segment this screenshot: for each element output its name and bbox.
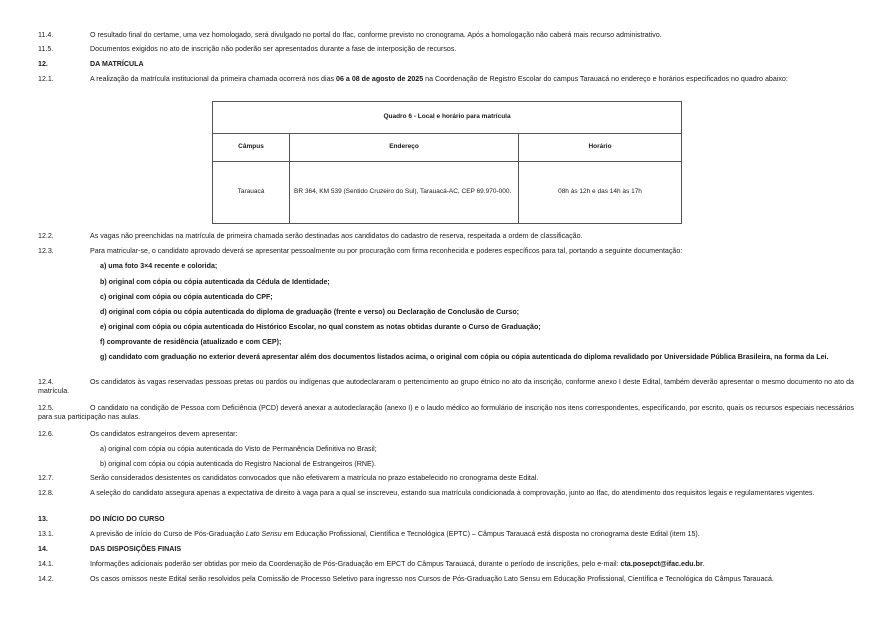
item-number: 12.6. <box>38 430 54 438</box>
section-number: 12. <box>38 60 48 68</box>
item-12-6 <box>38 430 854 439</box>
item-12-1 <box>38 75 854 84</box>
table-cell-campus: Tarauacá <box>213 162 290 224</box>
item-number: 11.5. <box>38 45 54 53</box>
item-12-3 <box>38 247 854 256</box>
item-13-1 <box>38 530 854 539</box>
enrollment-dates: 06 a 08 de agosto de 2025 <box>336 75 424 83</box>
section-13-heading <box>38 515 854 524</box>
item-text-start: Informações adicionais poderão ser obtidas por meio da Coordenação de Pós-Graduação em EPCT do Câmpus Tarauacá, durante o período de inscrições, pelo e-mail: <box>90 560 621 568</box>
item-text: Os casos omissos neste Edital serão resolvidos pela Comissão de Processo Seletivo para ingresso nos Cursos de Pós-Graduação Lato Sensu em Educação Profissional, Científica e Tecnológica do Câmpus Tarauacá. <box>90 575 774 583</box>
item-number: 14.1. <box>38 560 54 568</box>
table-caption: Quadro 6 - Local e horário para matrícula <box>213 102 682 134</box>
doc-item-b: b) original com cópia ou cópia autenticada da Cédula de Identidade; <box>100 278 330 286</box>
item-text <box>38 560 854 569</box>
item-number: 12.2. <box>38 232 54 240</box>
table-cell-address: BR 364, KM 539 (Sentido Cruzeiro do Sul), Tarauacá-AC, CEP 69.970-000. <box>290 162 519 224</box>
item-12-2 <box>38 232 854 241</box>
item-12-7 <box>38 474 854 483</box>
item-14-2 <box>38 575 854 584</box>
contact-email: cta.posepct@ifac.edu.br <box>620 560 703 568</box>
item-12-5 <box>38 404 854 423</box>
table-header-address: Endereço <box>290 134 519 162</box>
item-11-5 <box>38 45 854 54</box>
item-text: Serão considerados desistentes os candidatos convocados que não efetivarem a matrícula no prazo estabelecido no cronograma deste Edital. <box>90 474 539 482</box>
item-text: O resultado final do certame, uma vez homologado, será divulgado no portal do Ifac, conforme previsto no cronograma. Após a homologação não caberá mais recurso administrativo. <box>90 31 662 39</box>
lato-sensu-italic: Lato Sensu <box>245 530 282 538</box>
doc-item-c: c) original com cópia ou cópia autenticada do CPF; <box>100 293 273 301</box>
item-text: O candidato na condição de Pessoa com Deficiência (PCD) deverá anexar a autodeclaração (anexo I) e o laudo médico ao formulário de inscrição nos itens correspondentes, especificando, por escrito, quais os recursos especiais necessários para sua participação nas aulas. <box>38 404 854 422</box>
doc-item-e: e) original com cópia ou cópia autenticada do Histórico Escolar, no qual constem as notas obtidas durante o Curso de Graduação; <box>100 323 541 331</box>
section-12-heading <box>38 60 854 69</box>
table-header-campus: Câmpus <box>213 134 290 162</box>
item-text-end: em Educação Profissional, Científica e Tecnológica (EPTC) – Câmpus Tarauacá está disposta no cronograma deste Edital (item 15). <box>281 530 700 538</box>
item-text <box>38 530 854 539</box>
section-title: DAS DISPOSIÇÕES FINAIS <box>90 545 182 553</box>
item-text: Documentos exigidos no ato de inscrição não poderão ser apresentados durante a fase de interposição de recursos. <box>90 45 457 53</box>
section-number: 13. <box>38 515 48 523</box>
section-title: DA MATRÍCULA <box>90 60 144 68</box>
foreign-doc-item-a: a) original com cópia ou cópia autenticada do Visto de Permanência Definitiva no Brasil; <box>100 445 377 453</box>
item-12-8 <box>38 489 854 498</box>
foreign-doc-item-b: b) original com cópia ou cópia autenticada do Registro Nacional de Estrangeiros (RNE). <box>100 460 377 468</box>
item-number: 12.4. <box>38 378 54 386</box>
section-14-heading <box>38 545 854 554</box>
item-number: 12.8. <box>38 489 54 497</box>
item-number: 12.1. <box>38 75 54 83</box>
item-14-1 <box>38 560 854 569</box>
doc-item-d: d) original com cópia ou cópia autenticada do diploma de graduação (frente e verso) ou Declaração de Conclusão de Curso; <box>100 308 520 316</box>
item-text: Os candidatos às vagas reservadas pessoas pretas ou pardos ou indígenas que autodeclararam o pertencimento ao grupo étnico no ato da inscrição, conforme anexo I deste Edital, também deverão apresentar o mesmo documento no ato da matrícula. <box>38 378 854 396</box>
table-cell-hours: 08h às 12h e das 14h às 17h <box>519 162 682 224</box>
item-number: 13.1. <box>38 530 54 538</box>
item-text-start: A realização da matrícula institucional da primeira chamada ocorrerá nos dias <box>90 75 337 83</box>
doc-item-f: f) comprovante de residência (atualizado e com CEP); <box>100 338 282 346</box>
item-number: 11.4. <box>38 31 54 39</box>
item-number: 12.5. <box>38 404 54 412</box>
section-number: 14. <box>38 545 48 553</box>
item-text: A seleção do candidato assegura apenas a expectativa de direito à vaga para a qual se inscreveu, estando sua matrícula condicionada à comprovação, junto ao Ifac, do atendimento dos requisitos legais e regulamentares vigentes. <box>90 489 815 497</box>
item-text: As vagas não preenchidas na matrícula de primeira chamada serão destinadas aos candidatos do cadastro de reserva, respeitada a ordem de classificação. <box>90 232 583 240</box>
doc-item-a: a) uma foto 3×4 recente e colorida; <box>100 262 218 270</box>
item-number: 12.3. <box>38 247 54 255</box>
item-number: 12.7. <box>38 474 54 482</box>
item-11-4 <box>38 31 854 40</box>
section-title: DO INÍCIO DO CURSO <box>90 515 165 523</box>
item-text: Os candidatos estrangeiros devem apresentar: <box>90 430 238 438</box>
item-text-end: na Coordenação de Registro Escolar do campus Tarauacá no endereço e horários especificados no quadro abaixo: <box>423 75 788 83</box>
table-header-hours: Horário <box>519 134 682 162</box>
item-text: Para matricular-se, o candidato aprovado deverá se apresentar pessoalmente ou por procuração com firma reconhecida e poderes específicos para tal, portando a seguinte documentação: <box>90 247 683 255</box>
doc-item-g: g) candidato com graduação no exterior deverá apresentar além dos documentos listados acima, o original com cópia ou cópia autenticada do diploma revalidado por Universidade Pública Brasileira, na forma da Lei. <box>100 353 829 361</box>
item-text-start: A previsão de início do Curso de Pós-Graduação <box>90 530 246 538</box>
enrollment-table <box>212 101 682 224</box>
item-text <box>38 75 854 84</box>
item-number: 14.2. <box>38 575 54 583</box>
item-text-end: . <box>702 560 705 568</box>
item-12-4 <box>38 378 854 397</box>
